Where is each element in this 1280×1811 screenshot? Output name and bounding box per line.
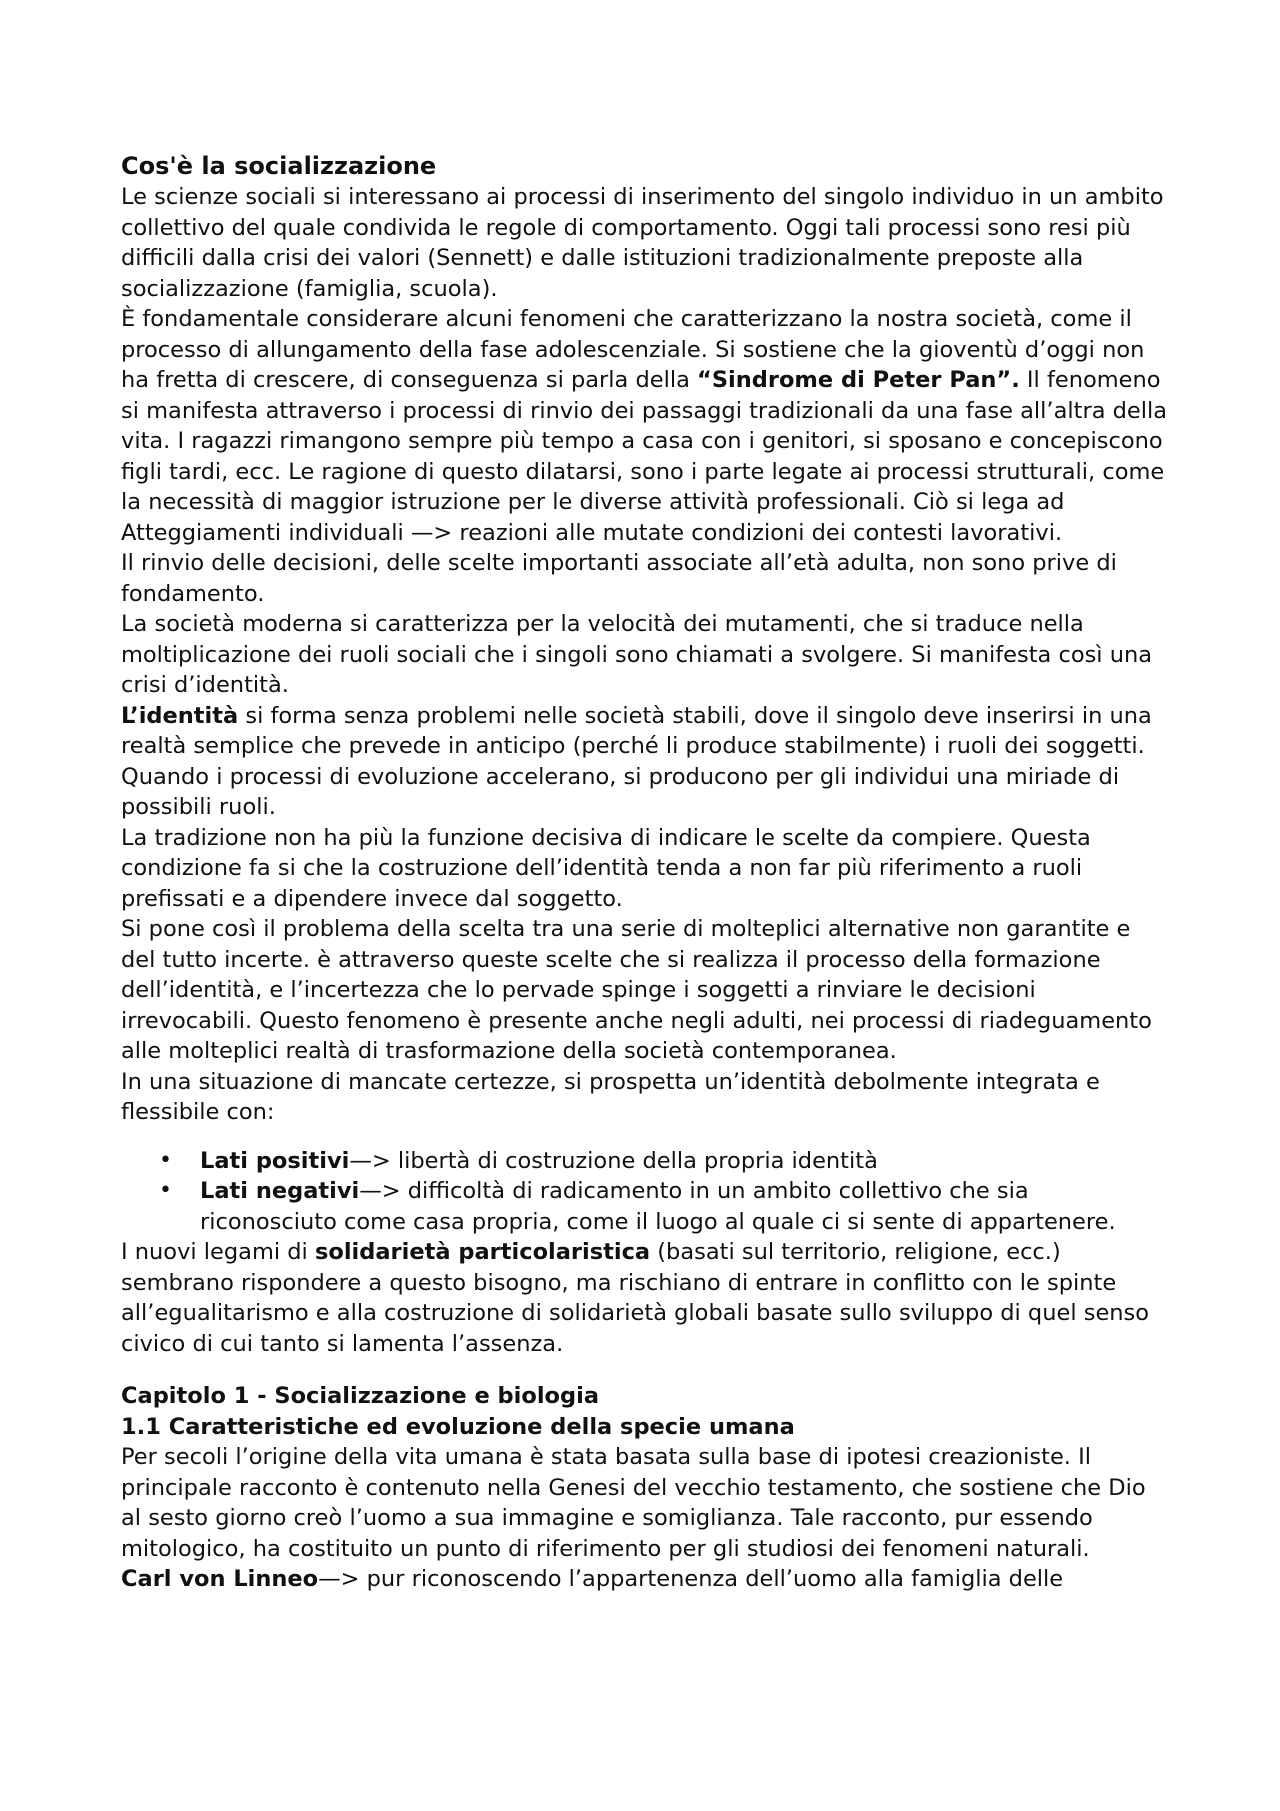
paragraph-identity-text: si forma senza problemi nelle società stabili, dove il singolo deve inserirsi in una realtà semplice che prevede in anticipo (perché li produce stabilmente) i ruoli dei soggetti. Quando i processi di evoluzione accelerano, si producono per gli individui una miriade di possibili ruoli. bbox=[121, 702, 1152, 820]
chapter-heading: Capitolo 1 - Socializzazione e biologia bbox=[121, 1383, 600, 1409]
paragraph-modern-society: La società moderna si caratterizza per la velocità dei mutamenti, che si traduce nella moltiplicazione dei ruoli sociali che i singoli sono chiamati a svolgere. Si manifesta così una crisi d’identità. bbox=[121, 611, 1153, 698]
paragraph-origins: Per secoli l’origine della vita umana è stata basata sulla base di ipotesi creazioniste. Il principale racconto è contenuto nella Genesi del vecchio testamento, che sostiene che Dio al sesto giorno creò l’uomo a sua immagine e somiglianza. Tale racconto, pur essendo mitologico, ha costituito un punto di riferimento per gli studiosi dei fenomeni naturali. bbox=[121, 1444, 1146, 1562]
list-item bbox=[200, 1146, 1171, 1177]
solidarity-term: solidarietà particolaristica bbox=[314, 1239, 651, 1265]
paragraph-postponement: Il rinvio delle decisioni, delle scelte importanti associate all’età adulta, non sono prive di fondamento. bbox=[121, 550, 1117, 607]
paragraph-adolescence-text-cont: Il fenomeno si manifesta attraverso i processi di rinvio dei passaggi tradizionali da una fase all’altra della vita. I ragazzi rimangono sempre più tempo a casa con i genitori, si sposano e concepiscono figli tardi, ecc. Le ragione di questo dilatarsi, sono i parte legate ai processi strutturali, come la necessità di maggior istruzione per le diverse attività professionali. Ciò si lega ad Atteggiamenti individuali —> reazioni alle mutate condizioni dei contesti lavorativi. bbox=[121, 367, 1168, 546]
paragraph-choice: Si pone così il problema della scelta tra una serie di molteplici alternative non garantite e del tutto incerte. è attraverso queste scelte che si realizza il processo della formazione dell’identità, e l’incertezza che lo pervade spinge i soggetti a rinviare le decisioni irrevocabili. Questo fenomeno è presente anche negli adulti, nei processi di riadeguamento alle molteplici realtà di trasformazione della società contemporanea. bbox=[121, 916, 1152, 1064]
list-item bbox=[200, 1176, 1171, 1237]
identity-term: L’identità bbox=[121, 702, 239, 729]
list-item-text: —> libertà di costruzione della propria identità bbox=[349, 1147, 878, 1174]
document-page bbox=[121, 150, 1171, 1595]
list-item-term: Lati positivi bbox=[200, 1147, 350, 1174]
bullet-list bbox=[121, 1146, 1171, 1238]
list-item-term: Lati negativi bbox=[200, 1178, 360, 1204]
paragraph-linneo-text: —> pur riconoscendo l’appartenenza dell’uomo alla famiglia delle bbox=[318, 1566, 1064, 1592]
paragraph-solidarity bbox=[121, 1237, 1171, 1359]
paragraph-solidarity-text-cont: (basati sul territorio, religione, ecc.) sembrano rispondere a questo bisogno, ma rischiano di entrare in conflitto con le spinte all’egualitarismo e alla costruzione di solidarietà globali basate sullo sviluppo di quel senso civico di cui tanto si lamenta l’assenza. bbox=[121, 1239, 1150, 1357]
paragraph-adolescence bbox=[121, 304, 1171, 548]
paragraph-uncertainty: In una situazione di mancate certezze, si prospetta un’identità debolmente integrata e flessibile con: bbox=[121, 1068, 1100, 1125]
paragraph-linneo bbox=[121, 1564, 1171, 1595]
peter-pan-term: “Sindrome di Peter Pan”. bbox=[697, 367, 1020, 393]
paragraph-identity bbox=[121, 701, 1171, 823]
list-item-text: —> difficoltà di radicamento in un ambito collettivo che sia riconosciuto come casa propria, come il luogo al quale ci si sente di appartenere. bbox=[200, 1178, 1116, 1235]
paragraph-solidarity-text: I nuovi legami di bbox=[121, 1239, 315, 1265]
linneo-term: Carl von Linneo bbox=[121, 1566, 319, 1592]
paragraph-tradition: La tradizione non ha più la funzione decisiva di indicare le scelte da compiere. Questa condizione fa si che la costruzione dell’identità tenda a non far più riferimento a ruoli prefissati e a dipendere invece dal soggetto. bbox=[121, 824, 1091, 912]
paragraph-adolescence-text: È fondamentale considerare alcuni fenomeni che caratterizzano la nostra società, come il processo di allungamento della fase adolescenziale. Si sostiene che la gioventù d’oggi non ha fretta di crescere, di conseguenza si parla della bbox=[121, 306, 1145, 393]
section-heading: 1.1 Caratteristiche ed evoluzione della specie umana bbox=[121, 1413, 795, 1440]
document-title: Cos'è la socializzazione bbox=[121, 152, 437, 180]
paragraph-intro: Le scienze sociali si interessano ai processi di inserimento del singolo individuo in un ambito collettivo del quale condivida le regole di comportamento. Oggi tali processi sono resi più difficili dalla crisi dei valori (Sennett) e dalle istituzioni tradizionalmente preposte alla socializzazione (famiglia, scuola). bbox=[121, 184, 1164, 302]
